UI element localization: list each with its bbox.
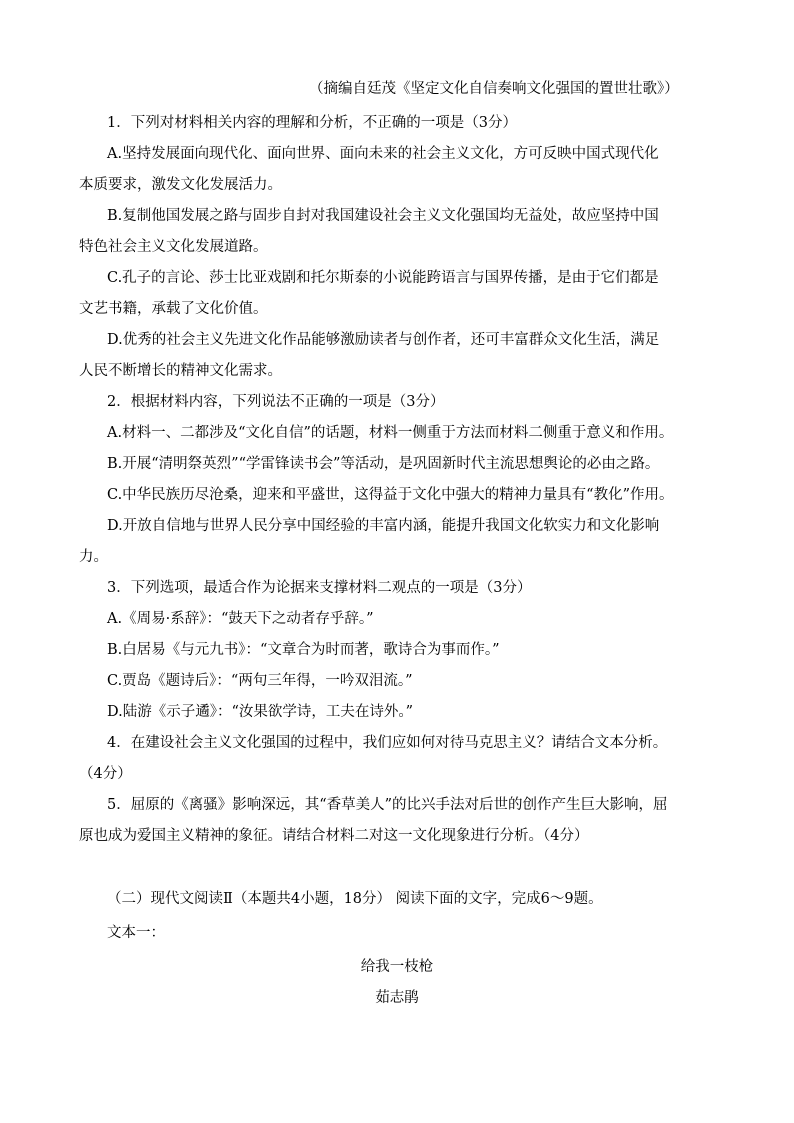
question-2-option-a: A.材料一、二都涉及“文化自信”的话题，材料一侧重于方法而材料二侧重于意义和作用。	[107, 425, 674, 441]
question-1-option-d: D.优秀的社会主义先进文化作品能够激励读者与创作者，还可丰富群众文化生活，满足	[107, 332, 660, 348]
question-4-stem: 4．在建设社会主义文化强国的过程中，我们应如何对待马克思主义？请结合文本分析。	[107, 735, 668, 751]
question-3-option-c: C.贾岛《题诗后》：“两句三年得，一吟双泪流。”	[107, 673, 413, 689]
question-1-option-c-cont: 文艺书籍，承载了文化价值。	[79, 301, 268, 317]
question-1-option-a: A.坚持发展面向现代化、面向世界、面向未来的社会主义文化，方可反映中国式现代化	[107, 146, 659, 162]
question-5-stem-cont: 原也成为爱国主义精神的象征。请结合材料二对这一文化现象进行分析。（4分）	[79, 828, 589, 844]
question-3-stem: 3．下列选项，最适合作为论据来支撑材料二观点的一项是（3分）	[107, 580, 532, 596]
story-title: 给我一枝枪	[360, 959, 434, 975]
question-2-option-c: C.中华民族历尽沧桑，迎来和平盛世，这得益于文化中强大的精神力量具有“教化”作用。	[107, 487, 674, 503]
story-author: 茹志鹃	[375, 990, 419, 1006]
question-3-option-b: B.白居易《与元九书》：“文章合为时而著，歌诗合为事而作。”	[107, 642, 500, 658]
question-2-option-d: D.开放自信地与世界人民分享中国经验的丰富内涵，能提升我国文化软实力和文化影响	[107, 518, 660, 534]
question-1-option-a-cont: 本质要求，激发文化发展活力。	[79, 177, 282, 193]
question-2-stem: 2．根据材料内容，下列说法不正确的一项是（3分）	[107, 394, 445, 410]
question-4-stem-cont: （4分）	[79, 766, 132, 782]
source-citation: （摘编自廷茂《坚定文化自信奏响文化强国的置世壮歌》）	[309, 81, 679, 97]
question-2-option-d-cont: 力。	[79, 549, 108, 565]
question-3-option-d: D.陆游《示子遹》：“汝果欲学诗，工夫在诗外。”	[107, 704, 414, 720]
section-heading: （二）现代文阅读Ⅱ（本题共4小题，18分） 阅读下面的文字，完成6～9题。	[107, 891, 603, 907]
question-1-option-b-cont: 特色社会主义文化发展道路。	[79, 239, 268, 255]
question-1-option-c: C.孔子的言论、莎士比亚戏剧和托尔斯泰的小说能跨语言与国界传播，是由于它们都是	[107, 270, 659, 286]
question-1-option-d-cont: 人民不断增长的精神文化需求。	[79, 363, 282, 379]
question-3-option-a: A.《周易·系辞》：“鼓天下之动者存乎辞。”	[107, 611, 374, 627]
text-label: 文本一：	[107, 925, 165, 941]
question-5-stem: 5．屈原的《离骚》影响深远，其“香草美人”的比兴手法对后世的创作产生巨大影响，屈	[107, 797, 668, 813]
question-1-stem: 1．下列对材料相关内容的理解和分析，不正确的一项是（3分）	[107, 115, 517, 131]
question-1-option-b: B.复制他国发展之路与固步自封对我国建设社会主义文化强国均无益处，故应坚持中国	[107, 208, 659, 224]
question-2-option-b: B.开展“清明祭英烈”“学雷锋读书会”等活动，是巩固新时代主流思想舆论的必由之路。	[107, 456, 660, 472]
